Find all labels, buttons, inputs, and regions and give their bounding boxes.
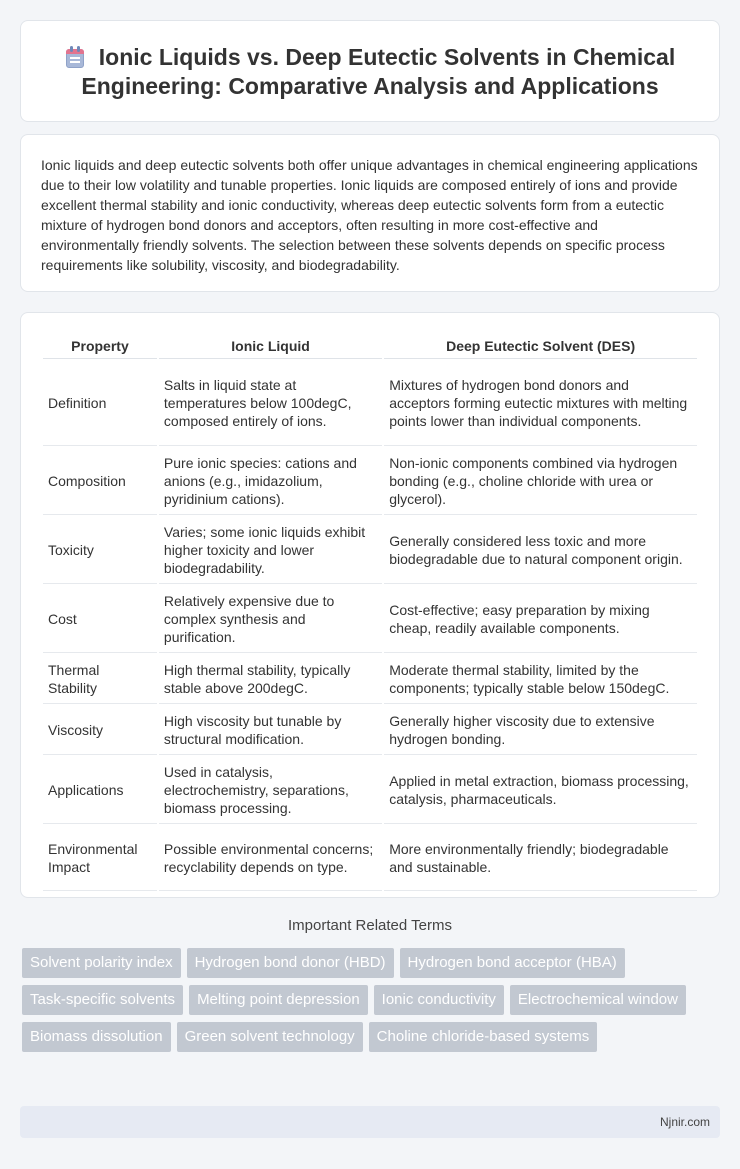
ionic-liquid-cell: Varies; some ionic liquids exhibit higher toxicity and lower biodegradability. [159, 517, 382, 584]
calendar-icon [65, 46, 85, 68]
property-cell: Toxicity [43, 517, 157, 584]
des-cell: Generally higher viscosity due to extensive hydrogen bonding. [384, 706, 697, 755]
des-cell: Applied in metal extraction, biomass processing, catalysis, pharmaceuticals. [384, 757, 697, 824]
page-title: Ionic Liquids vs. Deep Eutectic Solvents in Chemical Engineering: Comparative Analysis and Applications [81, 44, 676, 99]
term-tag-choline-chloride-systems[interactable]: Choline chloride-based systems [369, 1022, 598, 1052]
term-tag-task-specific-solvents[interactable]: Task-specific solvents [22, 985, 183, 1015]
property-cell: Composition [43, 448, 157, 515]
footer-site[interactable]: Njnir.com [659, 1115, 710, 1129]
property-cell: Viscosity [43, 706, 157, 755]
property-cell: Cost [43, 586, 157, 653]
table-row [43, 517, 697, 584]
footer [20, 1106, 720, 1138]
intro-card [20, 134, 720, 292]
property-cell: Definition [43, 361, 157, 446]
des-cell: Moderate thermal stability, limited by the components; typically stable below 150degC. [384, 655, 697, 704]
table-row [43, 655, 697, 704]
term-tag-solvent-polarity-index[interactable]: Solvent polarity index [22, 948, 181, 978]
table-row [43, 826, 697, 891]
des-cell: Generally considered less toxic and more biodegradable due to natural component origin. [384, 517, 697, 584]
header-property: Property [43, 335, 157, 359]
des-cell: More environmentally friendly; biodegradable and sustainable. [384, 826, 697, 891]
term-tag-hydrogen-bond-acceptor[interactable]: Hydrogen bond acceptor (HBA) [400, 948, 625, 978]
table-row [43, 757, 697, 824]
table-row [43, 448, 697, 515]
title-card [20, 20, 720, 122]
des-cell: Cost-effective; easy preparation by mixing cheap, readily available components. [384, 586, 697, 653]
table-header-row [43, 335, 697, 359]
ionic-liquid-cell: High thermal stability, typically stable above 200degC. [159, 655, 382, 704]
property-cell: Applications [43, 757, 157, 824]
term-tag-ionic-conductivity[interactable]: Ionic conductivity [374, 985, 504, 1015]
table-row [43, 706, 697, 755]
related-terms-title: Important Related Terms [288, 917, 452, 934]
table-row [43, 586, 697, 653]
related-terms-list [22, 948, 702, 1052]
ionic-liquid-cell: High viscosity but tunable by structural modification. [159, 706, 382, 755]
term-tag-hydrogen-bond-donor[interactable]: Hydrogen bond donor (HBD) [187, 948, 394, 978]
ionic-liquid-cell: Relatively expensive due to complex synthesis and purification. [159, 586, 382, 653]
term-tag-melting-point-depression[interactable]: Melting point depression [189, 985, 368, 1015]
header-des: Deep Eutectic Solvent (DES) [384, 335, 697, 359]
page-title-block [51, 43, 689, 101]
des-cell: Mixtures of hydrogen bond donors and acceptors forming eutectic mixtures with melting points lower than individual components. [384, 361, 697, 446]
term-tag-electrochemical-window[interactable]: Electrochemical window [510, 985, 686, 1015]
ionic-liquid-cell: Salts in liquid state at temperatures below 100degC, composed entirely of ions. [159, 361, 382, 446]
header-ionic-liquid: Ionic Liquid [159, 335, 382, 359]
ionic-liquid-cell: Used in catalysis, electrochemistry, separations, biomass processing. [159, 757, 382, 824]
term-tag-biomass-dissolution[interactable]: Biomass dissolution [22, 1022, 171, 1052]
ionic-liquid-cell: Possible environmental concerns; recyclability depends on type. [159, 826, 382, 891]
property-cell: Environmental Impact [43, 826, 157, 891]
comparison-card [20, 312, 720, 898]
intro-paragraph: Ionic liquids and deep eutectic solvents both offer unique advantages in chemical engineering applications due to their low volatility and tunable properties. Ionic liquids are composed entirely of ions and provide excellent thermal stability and ionic conductivity, whereas deep eutectic solvents form from a eutectic mixture of hydrogen bond donors and acceptors, often resulting in more cost-effective and environmentally friendly solvents. The selection between these solvents depends on specific process requirements like solubility, viscosity, and biodegradability. [41, 157, 698, 273]
des-cell: Non-ionic components combined via hydrogen bonding (e.g., choline chloride with urea or glycerol). [384, 448, 697, 515]
comparison-table [41, 333, 699, 893]
table-row [43, 361, 697, 446]
ionic-liquid-cell: Pure ionic species: cations and anions (e.g., imidazolium, pyridinium cations). [159, 448, 382, 515]
term-tag-green-solvent-technology[interactable]: Green solvent technology [177, 1022, 363, 1052]
property-cell: Thermal Stability [43, 655, 157, 704]
